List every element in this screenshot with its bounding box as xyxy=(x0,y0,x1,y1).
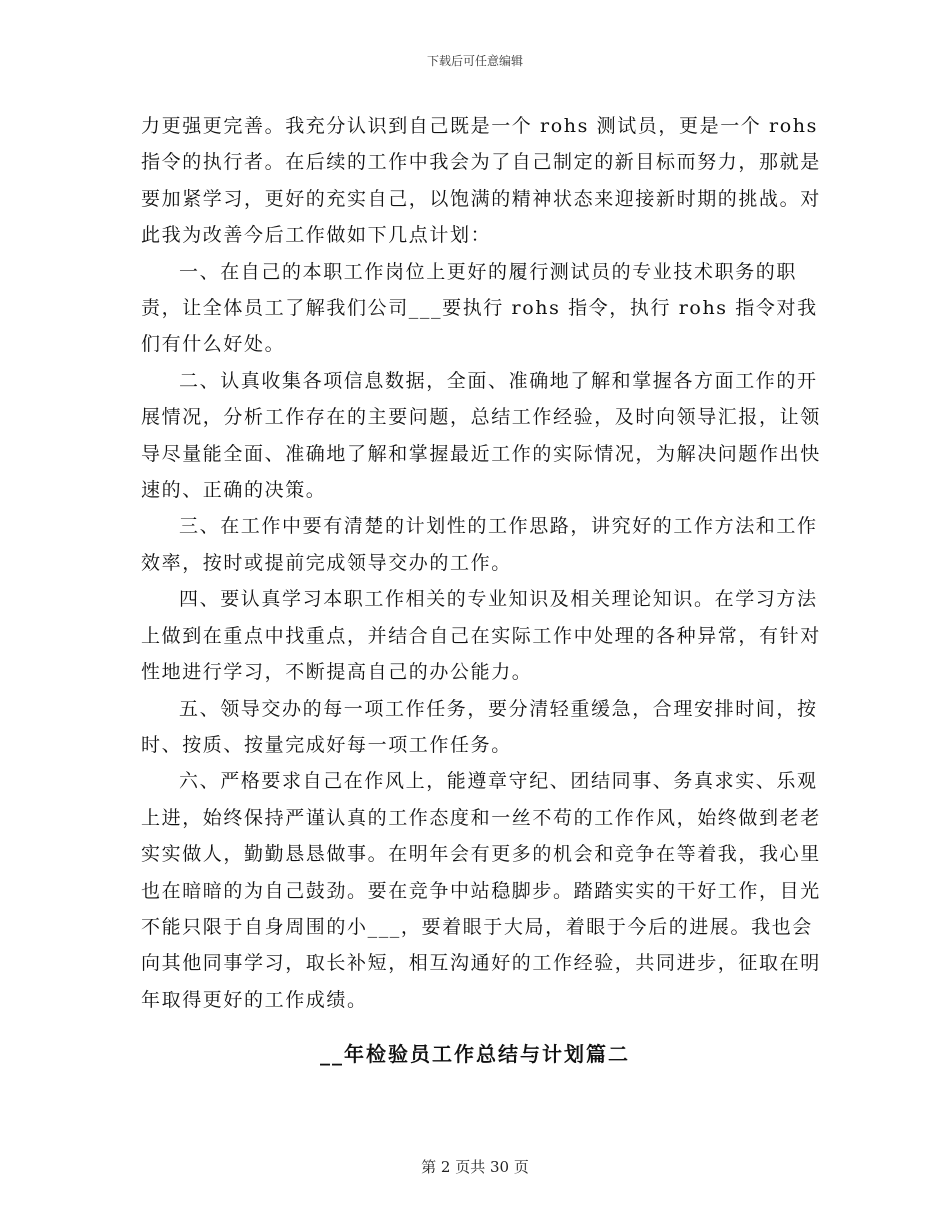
section-heading: __年检验员工作总结与计划篇二 xyxy=(320,1042,630,1066)
plan-item-6: 六、严格要求自己在作风上，能遵章守纪、团结同事、务真求实、乐观上进，始终保持严谨认真的工作态度和一丝不苟的工作作风，始终做到老老实实做人，勤勤恳恳做事。在明年会有更多的机会和竞争在等着我，我心里也在暗暗的为自己鼓劲。要在竞争中站稳脚步。踏踏实实的干好工作，目光不能只限于自身周围的小___，要着眼于大局，着眼于今后的进展。我也会向其他同事学习，取长补短，相互沟通好的工作经验，共同进步，征取在明年取得更好的工作成绩。 xyxy=(141,770,821,1011)
document-body xyxy=(141,108,821,1018)
page-number: 第 2 页共 30 页 xyxy=(421,1158,529,1176)
plan-item-2: 二、认真收集各项信息数据，全面、准确地了解和掌握各方面工作的开展情况，分析工作存在的主要问题，总结工作经验，及时向领导汇报，让领导尽量能全面、准确地了解和掌握最近工作的实际情况，为解决问题作出快速的、正确的决策。 xyxy=(141,369,821,502)
plan-item-1: 一、在自己的本职工作岗位上更好的履行测试员的专业技术职务的职责，让全体员工了解我们公司___要执行 rohs 指令，执行 rohs 指令对我们有什么好处。 xyxy=(141,260,818,356)
plan-item-5: 五、领导交办的每一项工作任务，要分清轻重缓急，合理安排时间，按时、按质、按量完成好每一项工作任务。 xyxy=(141,697,818,756)
plan-item-3: 三、在工作中要有清楚的计划性的工作思路，讲究好的工作方法和工作效率，按时或提前完成领导交办的工作。 xyxy=(141,515,818,574)
paragraph-continuation: 力更强更完善。我充分认识到自己既是一个 rohs 测试员，更是一个 rohs 指令的执行者。在后续的工作中我会为了自己制定的新目标而努力，那就是要加紧学习，更好的充实自己，以饱满的精神状态来迎接新时期的挑战。对此我为改善今后工作做如下几点计划： xyxy=(141,115,821,247)
page-header: 下载后可任意编辑 xyxy=(426,54,523,68)
plan-item-4: 四、要认真学习本职工作相关的专业知识及相关理论知识。在学习方法上做到在重点中找重点，并结合自己在实际工作中处理的各种异常，有针对性地进行学习，不断提高自己的办公能力。 xyxy=(141,588,821,684)
